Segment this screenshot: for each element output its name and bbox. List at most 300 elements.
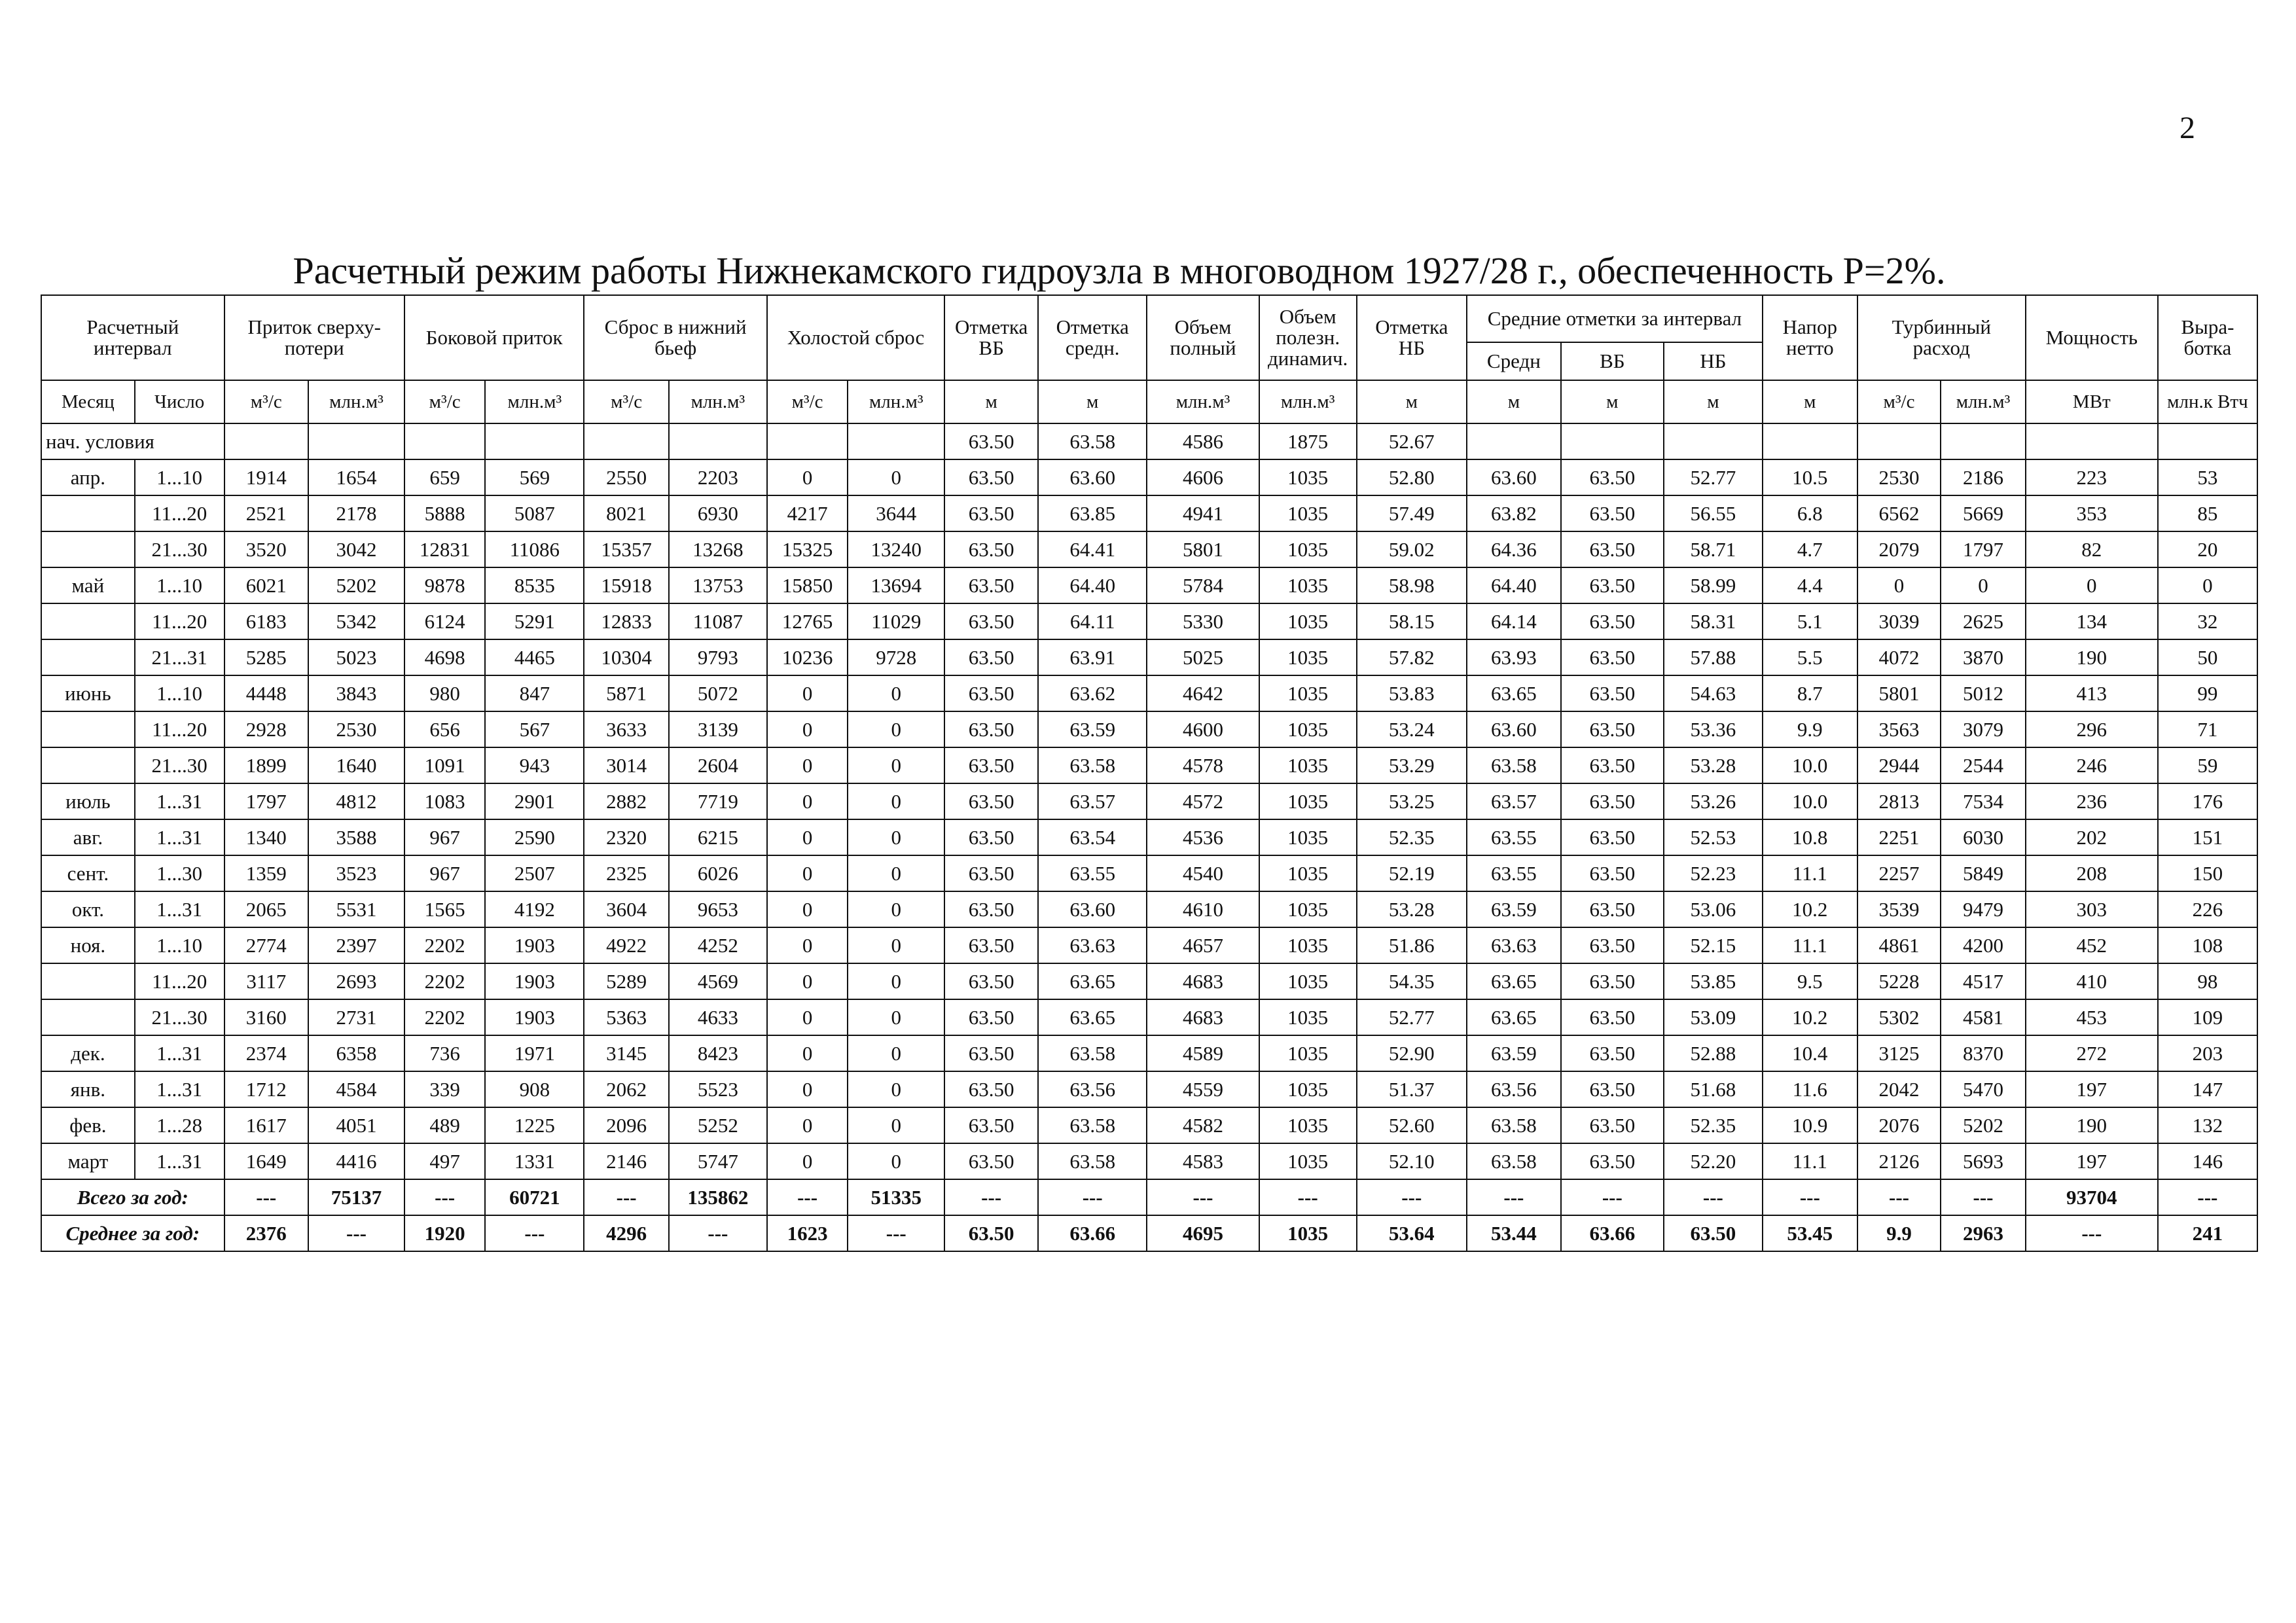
day-range-cell: 1...31 <box>135 1071 224 1107</box>
total-cell: --- <box>584 1179 669 1215</box>
table-cell: 4583 <box>1147 1143 1259 1179</box>
table-cell: 53.06 <box>1664 891 1763 927</box>
day-range-cell: 11...20 <box>135 963 224 999</box>
month-cell <box>41 531 135 567</box>
table-cell: 0 <box>848 1071 944 1107</box>
table-cell: 4200 <box>1941 927 2026 963</box>
table-cell: 1035 <box>1259 495 1357 531</box>
table-cell: 202 <box>2026 819 2158 855</box>
table-row <box>41 1071 2257 1107</box>
table-cell: 63.50 <box>944 999 1038 1035</box>
day-range-cell: 1...30 <box>135 855 224 891</box>
table-row <box>41 459 2257 495</box>
table-cell: 2186 <box>1941 459 2026 495</box>
total-cell: --- <box>1857 1179 1941 1215</box>
table-row <box>41 603 2257 639</box>
total-cell: --- <box>1467 1179 1561 1215</box>
table-cell: 63.65 <box>1038 963 1147 999</box>
table-cell: 51.86 <box>1357 927 1467 963</box>
table-row <box>41 1035 2257 1071</box>
table-cell: 12833 <box>584 603 669 639</box>
table-cell: 146 <box>2158 1143 2257 1179</box>
table-cell: 0 <box>767 459 848 495</box>
table-row <box>41 1143 2257 1179</box>
table-cell: 53.24 <box>1357 711 1467 747</box>
empty-cell <box>1857 423 1941 459</box>
table-cell: 57.82 <box>1357 639 1467 675</box>
month-cell <box>41 999 135 1035</box>
month-cell: апр. <box>41 459 135 495</box>
table-cell: 99 <box>2158 675 2257 711</box>
table-cell: 53.09 <box>1664 999 1763 1035</box>
table-cell: 52.20 <box>1664 1143 1763 1179</box>
table-cell: 6358 <box>308 1035 404 1071</box>
unit-label: млн.к Втч <box>2158 380 2257 423</box>
initial-conditions-label: нач. условия <box>41 423 224 459</box>
table-body <box>41 423 2257 1251</box>
table-cell: 63.93 <box>1467 639 1561 675</box>
table-cell: 0 <box>2026 567 2158 603</box>
total-cell: 93704 <box>2026 1179 2158 1215</box>
table-cell: 4.4 <box>1763 567 1857 603</box>
table-cell: 15357 <box>584 531 669 567</box>
table-cell: 0 <box>767 963 848 999</box>
table-row <box>41 963 2257 999</box>
total-cell: --- <box>1259 1179 1357 1215</box>
table-cell: 1091 <box>404 747 485 783</box>
table-cell: 1654 <box>308 459 404 495</box>
table-cell: 5291 <box>485 603 584 639</box>
table-cell: 53.26 <box>1664 783 1763 819</box>
table-cell: 5012 <box>1941 675 2026 711</box>
table-cell: 1035 <box>1259 1143 1357 1179</box>
table-cell: 1797 <box>1941 531 2026 567</box>
table-cell: 1899 <box>224 747 309 783</box>
table-cell: 1035 <box>1259 963 1357 999</box>
table-cell: 2544 <box>1941 747 2026 783</box>
table-cell: 656 <box>404 711 485 747</box>
table-cell: 15918 <box>584 567 669 603</box>
table-cell: 64.40 <box>1038 567 1147 603</box>
table-cell: 2507 <box>485 855 584 891</box>
table-cell: 0 <box>767 1035 848 1071</box>
table-cell: 1035 <box>1259 459 1357 495</box>
unit-label: м³/с <box>767 380 848 423</box>
table-cell: 52.88 <box>1664 1035 1763 1071</box>
table-cell: 3139 <box>669 711 767 747</box>
table-cell: 63.50 <box>1561 855 1664 891</box>
table-cell: 0 <box>848 1143 944 1179</box>
total-cell: 63.66 <box>1561 1215 1664 1251</box>
total-cell: 63.66 <box>1038 1215 1147 1251</box>
table-cell: 4698 <box>404 639 485 675</box>
table-cell: 3588 <box>308 819 404 855</box>
table-cell: 2731 <box>308 999 404 1035</box>
table-cell: 8370 <box>1941 1035 2026 1071</box>
table-cell: 0 <box>767 711 848 747</box>
table-cell: 56.55 <box>1664 495 1763 531</box>
table-cell: 59.02 <box>1357 531 1467 567</box>
table-cell: 85 <box>2158 495 2257 531</box>
month-cell <box>41 495 135 531</box>
table-cell: 4589 <box>1147 1035 1259 1071</box>
table-cell: 0 <box>848 891 944 927</box>
empty-cell <box>485 423 584 459</box>
table-cell: 63.50 <box>944 423 1038 459</box>
table-cell: 1903 <box>485 963 584 999</box>
table-cell: 2178 <box>308 495 404 531</box>
table-cell: 63.82 <box>1467 495 1561 531</box>
table-cell: 63.50 <box>944 1071 1038 1107</box>
table-cell: 0 <box>848 459 944 495</box>
table-cell: 4517 <box>1941 963 2026 999</box>
total-cell: --- <box>767 1179 848 1215</box>
total-cell: --- <box>1357 1179 1467 1215</box>
total-cell: --- <box>2026 1215 2158 1251</box>
total-cell: --- <box>485 1215 584 1251</box>
table-cell: 6021 <box>224 567 309 603</box>
table-cell: 0 <box>848 1107 944 1143</box>
table-cell: 12831 <box>404 531 485 567</box>
total-cell: --- <box>2158 1179 2257 1215</box>
table-cell: 2374 <box>224 1035 309 1071</box>
table-cell: 98 <box>2158 963 2257 999</box>
table-cell: 63.50 <box>1561 639 1664 675</box>
table-cell: 63.50 <box>944 819 1038 855</box>
table-cell: 52.35 <box>1664 1107 1763 1143</box>
table-cell: 4600 <box>1147 711 1259 747</box>
table-cell: 63.91 <box>1038 639 1147 675</box>
total-cell: 2376 <box>224 1215 309 1251</box>
unit-label: млн.м³ <box>485 380 584 423</box>
table-cell: 11087 <box>669 603 767 639</box>
header-lateral-inflow: Боковой приток <box>404 295 584 380</box>
table-cell: 63.63 <box>1467 927 1561 963</box>
table-cell: 1340 <box>224 819 309 855</box>
table-cell: 2257 <box>1857 855 1941 891</box>
day-range-cell: 1...31 <box>135 1035 224 1071</box>
table-cell: 2076 <box>1857 1107 1941 1143</box>
table-cell: 1903 <box>485 999 584 1035</box>
table-cell: 943 <box>485 747 584 783</box>
table-cell: 53.83 <box>1357 675 1467 711</box>
table-cell: 52.67 <box>1357 423 1467 459</box>
total-cell: --- <box>224 1179 309 1215</box>
total-cell: --- <box>1763 1179 1857 1215</box>
table-cell: 63.60 <box>1467 711 1561 747</box>
table-cell: 63.58 <box>1467 747 1561 783</box>
table-cell: 63.50 <box>944 603 1038 639</box>
empty-cell <box>669 423 767 459</box>
table-cell: 1035 <box>1259 603 1357 639</box>
table-cell: 0 <box>1941 567 2026 603</box>
table-cell: 2693 <box>308 963 404 999</box>
empty-cell <box>404 423 485 459</box>
table-cell: 9.5 <box>1763 963 1857 999</box>
total-cell: 1623 <box>767 1215 848 1251</box>
table-cell: 4536 <box>1147 819 1259 855</box>
table-cell: 4633 <box>669 999 767 1035</box>
table-cell: 1035 <box>1259 531 1357 567</box>
table-cell: 5330 <box>1147 603 1259 639</box>
table-cell: 5888 <box>404 495 485 531</box>
table-cell: 2944 <box>1857 747 1941 783</box>
table-cell: 3160 <box>224 999 309 1035</box>
table-cell: 52.80 <box>1357 459 1467 495</box>
total-cell: --- <box>1038 1179 1147 1215</box>
table-cell: 1565 <box>404 891 485 927</box>
table-cell: 63.50 <box>944 1143 1038 1179</box>
unit-label: млн.м³ <box>669 380 767 423</box>
unit-label: млн.м³ <box>848 380 944 423</box>
table-cell: 63.50 <box>1561 675 1664 711</box>
table-cell: 53.28 <box>1664 747 1763 783</box>
table-cell: 11.6 <box>1763 1071 1857 1107</box>
table-cell: 63.50 <box>1561 531 1664 567</box>
total-cell: 60721 <box>485 1179 584 1215</box>
day-range-cell: 1...10 <box>135 567 224 603</box>
table-cell: 2774 <box>224 927 309 963</box>
total-cell: 53.44 <box>1467 1215 1561 1251</box>
table-cell: 3604 <box>584 891 669 927</box>
table-cell: 410 <box>2026 963 2158 999</box>
table-cell: 3644 <box>848 495 944 531</box>
total-cell: --- <box>1147 1179 1259 1215</box>
table-cell: 8.7 <box>1763 675 1857 711</box>
table-cell: 223 <box>2026 459 2158 495</box>
unit-label: МВт <box>2026 380 2158 423</box>
table-cell: 15850 <box>767 567 848 603</box>
table-cell: 659 <box>404 459 485 495</box>
table-cell: 6562 <box>1857 495 1941 531</box>
unit-label: млн.м³ <box>308 380 404 423</box>
table-cell: 63.50 <box>944 675 1038 711</box>
table-cell: 63.58 <box>1467 1143 1561 1179</box>
table-cell: 13240 <box>848 531 944 567</box>
table-cell: 246 <box>2026 747 2158 783</box>
table-cell: 0 <box>848 1035 944 1071</box>
month-cell: июнь <box>41 675 135 711</box>
table-cell: 4192 <box>485 891 584 927</box>
table-cell: 197 <box>2026 1143 2158 1179</box>
initial-conditions-row <box>41 423 2257 459</box>
table-row <box>41 783 2257 819</box>
table-cell: 3523 <box>308 855 404 891</box>
month-cell: май <box>41 567 135 603</box>
table-cell: 58.15 <box>1357 603 1467 639</box>
table-cell: 53.28 <box>1357 891 1467 927</box>
day-range-cell: 1...31 <box>135 1143 224 1179</box>
day-range-cell: 1...28 <box>135 1107 224 1143</box>
table-cell: 52.77 <box>1357 999 1467 1035</box>
table-cell: 82 <box>2026 531 2158 567</box>
unit-label: м³/с <box>1857 380 1941 423</box>
table-row <box>41 567 2257 603</box>
table-cell: 2397 <box>308 927 404 963</box>
table-cell: 63.58 <box>1038 423 1147 459</box>
table-row <box>41 747 2257 783</box>
table-cell: 0 <box>767 1107 848 1143</box>
month-cell: окт. <box>41 891 135 927</box>
table-cell: 53 <box>2158 459 2257 495</box>
table-cell: 3145 <box>584 1035 669 1071</box>
table-cell: 847 <box>485 675 584 711</box>
header-group-row <box>41 295 2257 342</box>
table-cell: 63.58 <box>1038 747 1147 783</box>
table-cell: 0 <box>767 855 848 891</box>
table-cell: 63.50 <box>944 1035 1038 1071</box>
table-cell: 1875 <box>1259 423 1357 459</box>
table-cell: 63.50 <box>1561 603 1664 639</box>
empty-cell <box>584 423 669 459</box>
table-cell: 71 <box>2158 711 2257 747</box>
total-cell: 51335 <box>848 1179 944 1215</box>
table-cell: 1035 <box>1259 927 1357 963</box>
table-cell: 0 <box>767 675 848 711</box>
table-cell: 50 <box>2158 639 2257 675</box>
header-idle-discharge: Холостой сброс <box>767 295 944 380</box>
table-cell: 1712 <box>224 1071 309 1107</box>
total-cell: 241 <box>2158 1215 2257 1251</box>
table-cell: 5087 <box>485 495 584 531</box>
table-cell: 6.8 <box>1763 495 1857 531</box>
table-cell: 64.41 <box>1038 531 1147 567</box>
empty-cell <box>1561 423 1664 459</box>
table-cell: 452 <box>2026 927 2158 963</box>
total-cell: 75137 <box>308 1179 404 1215</box>
total-cell: 9.9 <box>1857 1215 1941 1251</box>
table-cell: 0 <box>2158 567 2257 603</box>
table-row <box>41 927 2257 963</box>
table-cell: 63.50 <box>944 783 1038 819</box>
table-cell: 64.11 <box>1038 603 1147 639</box>
table-cell: 489 <box>404 1107 485 1143</box>
table-cell: 0 <box>848 855 944 891</box>
day-range-cell: 1...31 <box>135 819 224 855</box>
table-cell: 5801 <box>1857 675 1941 711</box>
header-interval: Расчетный интервал <box>41 295 224 380</box>
header-level-mean: Отметка средн. <box>1038 295 1147 380</box>
table-cell: 52.35 <box>1357 819 1467 855</box>
day-range-cell: 21...31 <box>135 639 224 675</box>
unit-label: м <box>1357 380 1467 423</box>
month-cell <box>41 711 135 747</box>
month-cell: авг. <box>41 819 135 855</box>
day-range-cell: 11...20 <box>135 711 224 747</box>
table-cell: 63.50 <box>944 639 1038 675</box>
table-cell: 4051 <box>308 1107 404 1143</box>
table-row <box>41 711 2257 747</box>
table-cell: 1359 <box>224 855 309 891</box>
table-cell: 3042 <box>308 531 404 567</box>
table-cell: 7534 <box>1941 783 2026 819</box>
header-units-row <box>41 380 2257 423</box>
month-cell: ноя. <box>41 927 135 963</box>
table-cell: 5693 <box>1941 1143 2026 1179</box>
table-cell: 63.50 <box>1561 1035 1664 1071</box>
table-cell: 1035 <box>1259 819 1357 855</box>
table-cell: 10236 <box>767 639 848 675</box>
table-cell: 190 <box>2026 639 2158 675</box>
table-cell: 13694 <box>848 567 944 603</box>
table-cell: 4922 <box>584 927 669 963</box>
table-cell: 4586 <box>1147 423 1259 459</box>
table-cell: 2813 <box>1857 783 1941 819</box>
table-cell: 151 <box>2158 819 2257 855</box>
table-cell: 52.19 <box>1357 855 1467 891</box>
table-cell: 1035 <box>1259 1071 1357 1107</box>
table-cell: 63.62 <box>1038 675 1147 711</box>
table-cell: 59 <box>2158 747 2257 783</box>
month-cell <box>41 639 135 675</box>
total-cell: --- <box>404 1179 485 1215</box>
table-cell: 11.1 <box>1763 855 1857 891</box>
table-cell: 10.4 <box>1763 1035 1857 1071</box>
table-cell: 1035 <box>1259 855 1357 891</box>
table-cell: 8535 <box>485 567 584 603</box>
total-cell: --- <box>669 1215 767 1251</box>
table-cell: 1035 <box>1259 999 1357 1035</box>
total-cell: --- <box>848 1215 944 1251</box>
header-net-head: Напор нетто <box>1763 295 1857 380</box>
unit-label: м <box>1467 380 1561 423</box>
table-cell: 1083 <box>404 783 485 819</box>
table-cell: 190 <box>2026 1107 2158 1143</box>
table-cell: 63.65 <box>1467 999 1561 1035</box>
month-cell: янв. <box>41 1071 135 1107</box>
table-cell: 54.63 <box>1664 675 1763 711</box>
table-cell: 0 <box>767 747 848 783</box>
table-cell: 7719 <box>669 783 767 819</box>
header-mean-levels: Средние отметки за интервал <box>1467 295 1763 342</box>
table-cell: 5302 <box>1857 999 1941 1035</box>
table-cell: 4584 <box>308 1071 404 1107</box>
table-row <box>41 675 2257 711</box>
table-cell: 132 <box>2158 1107 2257 1143</box>
empty-cell <box>848 423 944 459</box>
table-cell: 63.50 <box>944 1107 1038 1143</box>
table-cell: 2530 <box>308 711 404 747</box>
table-cell: 5228 <box>1857 963 1941 999</box>
empty-cell <box>767 423 848 459</box>
table-cell: 15325 <box>767 531 848 567</box>
table-cell: 10.5 <box>1763 459 1857 495</box>
table-cell: 2604 <box>669 747 767 783</box>
table-cell: 9653 <box>669 891 767 927</box>
table-cell: 4569 <box>669 963 767 999</box>
table-cell: 63.65 <box>1038 999 1147 1035</box>
table-cell: 3117 <box>224 963 309 999</box>
total-label: Всего за год: <box>41 1179 224 1215</box>
header-mean-avg: Средн <box>1467 342 1561 380</box>
total-cell: 63.50 <box>944 1215 1038 1251</box>
month-cell: март <box>41 1143 135 1179</box>
month-cell: сент. <box>41 855 135 891</box>
regime-table <box>41 294 2258 1252</box>
table-cell: 226 <box>2158 891 2257 927</box>
table-cell: 5801 <box>1147 531 1259 567</box>
table-cell: 203 <box>2158 1035 2257 1071</box>
table-row <box>41 999 2257 1035</box>
table-cell: 58.31 <box>1664 603 1763 639</box>
total-label: Среднее за год: <box>41 1215 224 1251</box>
total-row <box>41 1179 2257 1215</box>
table-cell: 4072 <box>1857 639 1941 675</box>
table-cell: 9.9 <box>1763 711 1857 747</box>
day-range-cell: 1...10 <box>135 459 224 495</box>
unit-label: м <box>1038 380 1147 423</box>
table-cell: 1225 <box>485 1107 584 1143</box>
